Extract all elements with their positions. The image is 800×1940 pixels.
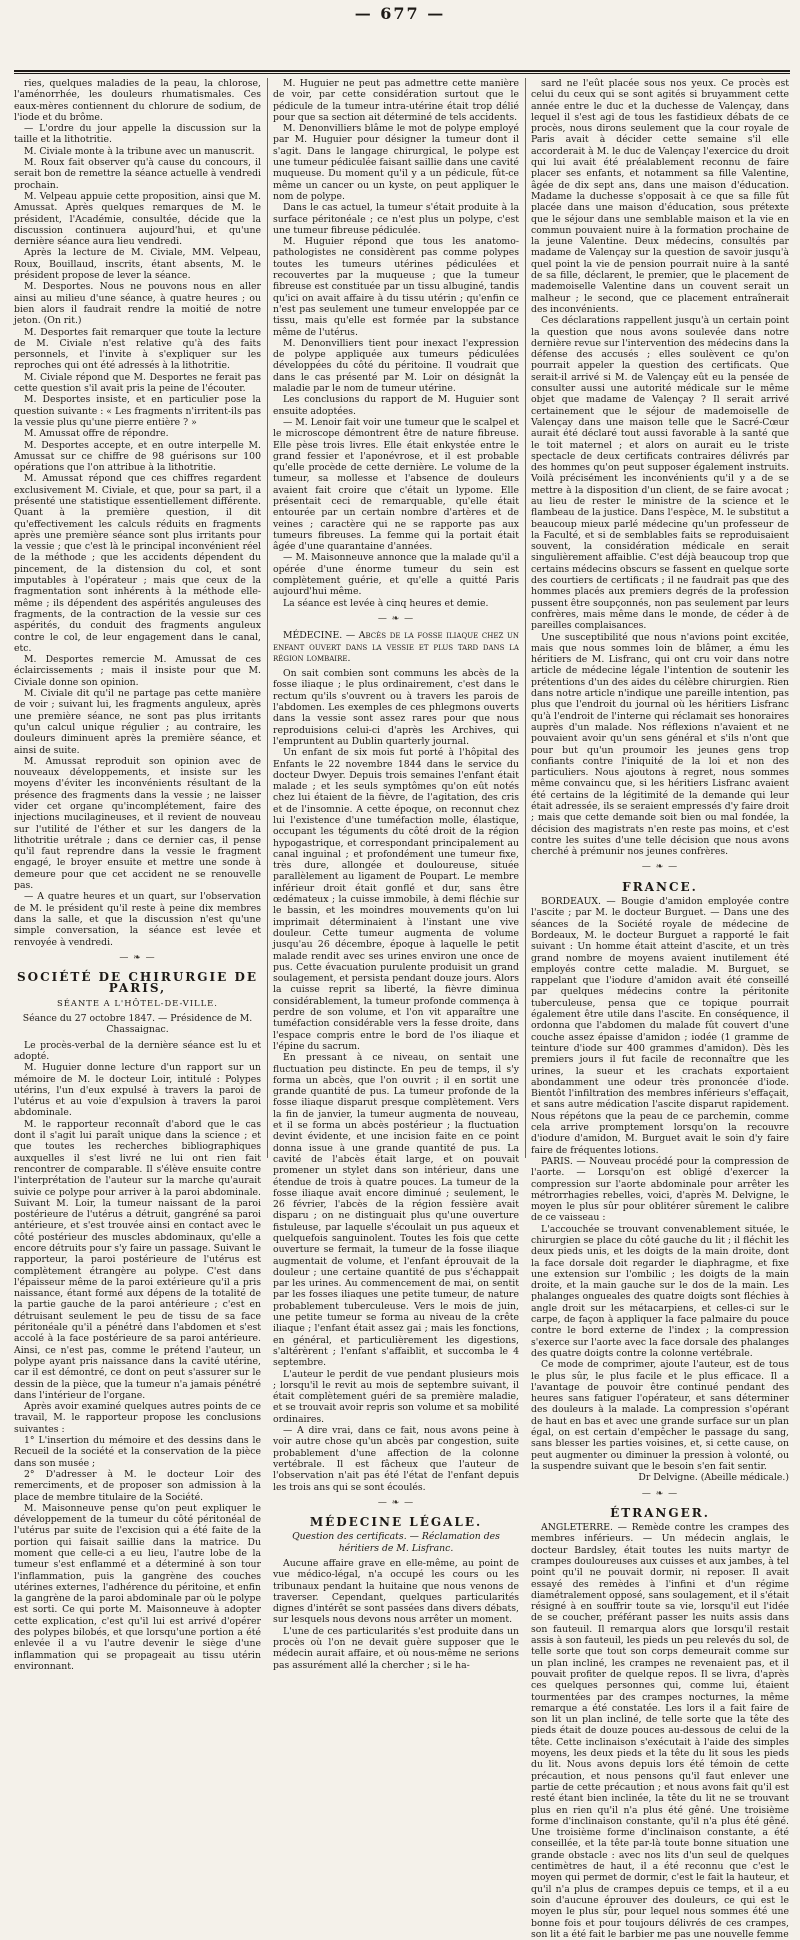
paragraph: M. Huguier ne peut pas admettre cette manière de voir, par cette considération surtout que le pédicule de la tumeur intra-utérine était trop délié pour que sa section ait déterminé de tels accidents. bbox=[273, 78, 519, 123]
ornament-divider: — ❧ — bbox=[377, 1497, 415, 1508]
paragraph: L'auteur le perdit de vue pendant plusieurs mois ; lorsqu'il le revit au mois de septembre suivant, il était complètement guéri de sa première maladie, et se trouvait avoir repris son volume et sa mobilité ordinaires. bbox=[273, 1368, 519, 1425]
paragraph: Une susceptibilité que nous n'avions point excitée, mais que nous sommes loin de blâmer, a ému les héritiers de M. Lisfranc, qui ont cru voir dans notre article de médecine légale l'intention de soutenir les prétentions d'un des aides du célèbre chirurgien. Rien dans notre article n'indique une pareille intention, pas plus que l'endroit du journal où les héritiers Lisfranc qu'à l'endroit de l'interne qui réclamait ses honoraires auprès d'un malade. Nos réflexions n'avaient et ne pouvaient avoir qu'un sens général et s'ils n'ont que pour but qu'un proumoir les jeunes gens trop confiants contre l'iniquité de la loi et non des particuliers. Nous ajoutons à regret, nous sommes même convaincu que, si les héritiers Lisfranc avaient été certains de la légitimité de la demande qui leur était adressée, ils se seraient empressés d'y faire droit ; mais que cette demande soit bien ou mal fondée, la décision des magistrats n'en reste pas moins, et c'est contre les suites d'une telle décision que nous avons cherché à prémunir nos jeunes confrères. bbox=[531, 631, 789, 858]
ornament-divider: — ❧ — bbox=[641, 1488, 679, 1499]
column-divider bbox=[525, 78, 526, 1158]
paragraph: ries, quelques maladies de la peau, la chlorose, l'aménorrhée, les douleurs rhumatismales. Ces eaux-mères contiennent du chlorure de sodium, de l'iode et du brôme. bbox=[14, 78, 261, 123]
header-rule bbox=[14, 70, 790, 72]
paragraph: Après avoir examiné quelques autres points de ce travail, M. le rapporteur propose les conclusions suivantes : bbox=[14, 1401, 261, 1435]
paragraph: — A dire vrai, dans ce fait, nous avons peine à voir autre chose qu'un abcès par congestion, suite probablement d'une affection de la colonne vertébrale. Il est fâcheux que l'auteur de l'observation n'ait pas été l'état de l'enfant depuis les trois ans qui se sont écoulés. bbox=[273, 1425, 519, 1493]
header-rule-thin bbox=[14, 73, 790, 74]
paragraph: La séance est levée à cinq heures et demie. bbox=[283, 597, 489, 609]
article-title: MÉDECINE. — Abcès de la fosse iliaque chez un enfant ouvert dans la vessie et plus tard dans la région lombaire. bbox=[273, 630, 519, 664]
paragraph: M. le rapporteur reconnaît d'abord que le cas dont il s'agit lui paraît unique dans la science ; et que toutes les recherches bibliographiques auxquelles il s'est livré ne lui ont rien fait rencontrer de comparable. Il s'élève ensuite contre l'interprétation de l'auteur sur la marche qu'aurait suivie ce polype pour arriver à la paroi abdominale. Suivant M. Loir, la tumeur naissant de la paroi postérieure de l'utérus a détruit, gangréné sa paroi antérieure, et s'est trouvée ainsi en contact avec le côté postérieur des muscles abdominaux, qu'elle a encore détruits pour s'y faire un passage. Suivant le rapporteur, la paroi postérieure de l'utérus est complètement étrangère au polype. C'est dans l'épaisseur même de la paroi extérieure qu'il a pris naissance, étant formé aux dépens de la totalité de la partie gauche de la paroi antérieure ; c'est en détruisant seulement le peu de tissu de sa face péritonéale qu'il a pénétré dans l'abdomen et s'est accolé à la face postérieure de sa paroi antérieure. Ainsi, ce n'est pas, comme le prétend l'auteur, un polype ayant pris naissance dans la cavité utérine, car il est démontré, ce dont on peut s'assurer sur le dessin de la pièce, que la tumeur n'a jamais pénétré dans l'intérieur de l'organe. bbox=[14, 1118, 261, 1401]
paragraph: PARIS. — Nouveau procédé pour la compression de l'aorte. — Lorsqu'on est obligé d'exercer la compression sur l'aorte abdominale pour arrêter les métrorrhagies rebelles, voici, d'après M. Delvigne, le moyen le plus sûr pour oblitérer sûrement le calibre de ce vaisseau : bbox=[531, 1155, 789, 1224]
paragraph: Dans le cas actuel, la tumeur s'était produite à la surface péritonéale ; ce n'est plus un polype, c'est une tumeur fibreuse pédiculée. bbox=[273, 202, 519, 236]
paragraph: L'une de ces particularités s'est produite dans un procès où l'on ne devait guère supposer que le médecin aurait affaire, et où nous-même ne serions pas assurément allé la chercher ; si le ha- bbox=[273, 1625, 519, 1671]
paragraph: — L'ordre du jour appelle la discussion sur la taille et la lithotritie. bbox=[14, 123, 261, 146]
paragraph: M. Huguier donne lecture d'un rapport sur un mémoire de M. le docteur Loir, intitulé : Polypes utérins, l'un d'eux expulsé à travers la paroi de l'utérus et au voie d'expulsion à travers la paroi abdominale. bbox=[14, 1062, 261, 1119]
paragraph: Un enfant de six mois fut porté à l'hôpital des Enfants le 22 novembre 1844 dans le service du docteur Dwyer. Depuis trois semaines l'enfant était malade ; et les seuls symptômes qu'on eût notés chez lui étaient de la fièvre, de l'agitation, des cris et de l'insomnie. A cette époque, on reconnut chez lui l'existence d'une tuméfaction molle, élastique, occupant les téguments du côté droit de la région hypogastrique, et correspondant principalement au canal inguinal ; et profondément une tumeur fixe, très dure, allongée et douloureuse, située parallèlement au ligament de Poupart. Le membre inférieur droit était gonflé et dur, sans être œdémateux ; la cuisse immobile, à demi fléchie sur le bassin, et les moindres mouvements qu'on lui imprimait déterminaient à l'instant une vive douleur. Cette tumeur augmenta de volume jusqu'au 26 décembre, époque à laquelle le petit malade rendit avec ses urines environ une once de pus. Cette évacuation purulente produisit un grand soulagement, et persista pendant douze jours. Alors la cuisse reprit sa liberté, la fièvre diminua considérablement, la tumeur profonde commença à perdre de son volume, et l'on vit apparaître une tuméfaction considérable vers la fesse droite, dans l'espace compris entre le bord de l'os iliaque et l'épine du sacrum. bbox=[273, 747, 519, 1052]
paragraph: 1° L'insertion du mémoire et des dessins dans le Recueil de la société et la conservation de la pièce dans son musée ; bbox=[14, 1435, 261, 1469]
paragraph: M. Roux fait observer qu'à cause du concours, il serait bon de remettre la séance actuelle à vendredi prochain. bbox=[14, 157, 261, 191]
paragraph: Aucune affaire grave en elle-même, au point de vue médico-légal, n'a occupé les cours ou les tribunaux pendant la huitaine que nous venons de traverser. Cependant, quelques particularités dignes d'intérêt se sont passées dans divers débats, sur lesquels nous devons nous arrêter un moment. bbox=[273, 1558, 519, 1626]
paragraph: M. Velpeau appuie cette proposition, ainsi que M. Amussat. Après quelques remarques de M. le président, l'Académie, consultée, décide que la discussion continuera aujourd'hui, et qu'une dernière séance aura lieu vendredi. bbox=[14, 190, 261, 248]
paragraph: M. Amussat offre de répondre. bbox=[24, 428, 169, 440]
paragraph: M. Huguier répond que tous les anatomo-pathologistes ne considèrent pas comme polypes toutes les tumeurs utérines pédiculées et recouvertes par la muqueuse ; que la tumeur fibreuse est constituée par un tissu albuginé, tandis qu'ici on avait affaire à du tissu utérin ; qu'enfin ce n'est pas seulement une tumeur enveloppée par ce tissu, mais qu'elle est formée par la substance même de l'utérus. bbox=[273, 236, 519, 338]
paragraph: ANGLETERRE. — Remède contre les crampes des membres inférieurs. — Un médecin anglais, le docteur Bardsley, était toutes les nuits martyr de crampes douloureuses aux cuisses et aux jambes, à tel point qu'il ne pouvait dormir, ni reposer. Il avait essayé des remèdes à l'infini et d'un régime diamétralement opposé, sans soulagement, et il s'était résigné à en souffrir toute sa vie, lorsqu'il eut l'idée de se coucher, préférant passer les nuits assis dans son fauteuil. Il remarqua alors que lorsqu'il restait assis à son fauteuil, les pieds un peu relevés du sol, de telle sorte que tout son corps demeurait comme sur un plan incliné, les crampes ne revenaient pas, et il pouvait profiter de quelque repos. Il se livra, d'après ces quelques personnes qui, comme lui, étaient tourmentées par des crampes nocturnes, la même remarque a été constatée. Les lors il a fait faire de son lit un plan incliné, de telle sorte que la tête des pieds était de douze pouces au-dessous de celui de la tête. Cette inclinaison s'exécutait à l'aide des simples moyens, les deux pieds et la tête du lit sous les pieds du lit. Nous avons depuis lors été témoin de cette précaution, et nous pensons qu'il faut enlever une partie de cette précaution ; et nous avons fait qu'il est resté étant bien inclinée, la tête du lit ne se trouvant plus en rien qu'il n'a plus été gêné. Une troisième forme d'inclinaison constante, qu'il n'a plus été gêné. Une troisième forme d'inclinaison constante, a été conseillée, et la tête par-là toute bonne situation une grande obstacle : avec nos lits d'un seul de quelques centimètres de haut, il a été reconnu que c'est le moyen qui permet de dormir, c'est le fait la hauteur, et qu'il n'a plus de crampes depuis ce temps, et il a eu soin d'aucune éprouver des douleurs, ce qui est le moyen le plus sûr, pour lequel nous sommes été une bonne fois et pour toujours délivrés de ces crampes, son lit a été fait le barbier me pas une nouvelle femme bbox=[531, 1522, 789, 1940]
paragraph: M. Amussat reproduit son opinion avec de nouveaux développements, et insiste sur les moyens d'éviter les inconvénients résultant de la présence des fragments dans la vessie ; ne laisser vider cet organe qu'incomplétement, faire des injections mucilagineuses, et il revient de nouveau sur l'utilité de l'éther et sur les dangers de la lithotritie urétrale ; dans ce dernier cas, il pense qu'il faut reprendre dans la vessie le fragment engagé, le broyer ensuite et mettre une sonde à demeure pour que cet accident ne se renouvelle pas. bbox=[14, 755, 261, 892]
paragraph: M. Denonvilliers tient pour inexact l'expression de polype appliquée aux tumeurs pédiculées développées du côté du péritoine. Il voudrait que dans le cas présenté par M. Loir on désignât la maladie par le nom de tumeur utérine. bbox=[273, 337, 519, 395]
paragraph: — M. Maisonneuve annonce que la malade qu'il a opérée d'une énorme tumeur du sein est complètement guérie, et qu'elle a quitté Paris aujourd'hui même. bbox=[273, 552, 519, 598]
paragraph: M. Desportes remercie M. Amussat de ces éclaircissements ; mais il insiste pour que M. Civiale donne son opinion. bbox=[14, 654, 261, 688]
paragraph: M. Desportes fait remarquer que toute la lecture de M. Civiale n'est relative qu'à des faits personnels, et l'invite à s'expliquer sur les reproches qui ont été adressés à la lithotritie. bbox=[14, 326, 261, 372]
paragraph: On sait combien sont communs les abcès de la fosse iliaque ; le plus ordinairement, c'est dans le rectum qu'ils s'ouvrent ou à travers les parois de l'abdomen. Les exemples de ces phlegmons ouverts dans la vessie sont assez rares pour que nous reproduisions celui-ci d'après les Archives, qui l'empruntent au Dublin quarterly journal. bbox=[273, 668, 519, 747]
paragraph: — M. Lenoir fait voir une tumeur que le scalpel et le microscope démontrent être de nature fibreuse. Elle pèse trois livres. Elle était enkystée entre le grand fessier et l'aponévrose, et il est probable qu'elle procède de cette dernière. Le volume de la tumeur, sa mollesse et l'absence de douleurs avaient fait croire que c'était un lypome. Elle présentait ceci de remarquable, qu'elle était entourée par un certain nombre d'artères et de veines ; caractère qui ne se rapporte pas aux tumeurs fibreuses. La femme qui la portait était âgée d'une quarantaine d'années. bbox=[273, 416, 519, 553]
paragraph: M. Maisonneuve pense qu'on peut expliquer le développement de la tumeur du côté péritonéal de l'utérus par suite de l'excision qui a été faite de la portion qui faisait saillie dans la matrice. Du moment que celle-ci a eu lieu, l'autre lobe de la tumeur s'est enflammé et a déterminé à son tour l'inflammation, puis la gangrène des couches utérines externes, l'adhérence du péritoine, et enfin la gangrène de la paroi abdominale par où le polype est sorti. Ce qui porte M. Maisonneuve à adopter cette explication, c'est qu'il lui est arrivé d'opérer des polypes bilobés, et que lorsqu'une portion a été enlevée il a vu l'autre devenir le siège d'une inflammation qui se propageait au tissu utérin environnant. bbox=[14, 1502, 261, 1672]
paragraph: 2° D'adresser à M. le docteur Loir des remerciments, et de proposer son admission à la place de membre titulaire de la Société. bbox=[14, 1468, 261, 1503]
ornament-divider: — ❧ — bbox=[119, 952, 156, 963]
paragraph: Les conclusions du rapport de M. Huguier sont ensuite adoptées. bbox=[273, 394, 519, 417]
column-2 bbox=[273, 78, 519, 1671]
column-divider bbox=[267, 78, 268, 1158]
paragraph: M. Desportes. Nous ne pouvons nous en aller ainsi au milieu d'une séance, à quatre heures ; ou bien alors il faudrait rendre la moitié de notre jeton. (On rit.) bbox=[14, 281, 261, 327]
section-title: MÉDECINE LÉGALE. bbox=[309, 1515, 483, 1530]
section-subtitle: SÉANTE A L'HÔTEL-DE-VILLE. bbox=[57, 997, 218, 1008]
paragraph: M. Civiale monte à la tribune avec un manuscrit. bbox=[24, 145, 255, 157]
paragraph: Le procès-verbal de la dernière séance est lu et adopté. bbox=[14, 1039, 261, 1062]
section-subtitle: Question des certificats. — Réclamation des héritiers de M. Lisfranc. bbox=[292, 1531, 500, 1554]
paragraph: Après la lecture de M. Civiale, MM. Velpeau, Roux, Bouillaud, inscrits, étant absents, M. le président propose de lever la séance. bbox=[14, 247, 261, 282]
column-1 bbox=[14, 78, 261, 1672]
session-line: Séance du 27 octobre 1847. — Présidence de M. Chassaignac. bbox=[22, 1013, 253, 1036]
paragraph: M. Amussat répond que ces chiffres regardent exclusivement M. Civiale, et que, pour sa part, il a présenté une statistique essentiellement différente. Quant à la première question, il dit qu'effectivement les calculs réduits en fragments après une première séance sont plus irritants pour la vessie ; que c'est là le principal inconvénient réel de la méthode ; que les accidents dépendent du pincement, de la distension du col, et sont imputables à l'opérateur ; mais que ceux de la fragmentation sont inhérents à la méthode elle-même ; ils dépendent des aspérités anguleuses des fragments, de la contraction de la vessie sur ces aspérités, du conduit des fragments anguleux contre le col, de leur engagement dans le canal, etc. bbox=[14, 473, 261, 654]
paragraph: M. Civiale dit qu'il ne partage pas cette manière de voir ; suivant lui, les fragments anguleux, après une première séance, ne sont pas plus irritants qu'un calcul unique régulier ; au contraire, les douleurs diminuent après la première séance, et ainsi de suite. bbox=[14, 688, 261, 756]
ornament-divider: — ❧ — bbox=[641, 862, 679, 873]
paragraph: sard ne l'eût placée sous nos yeux. Ce procès est celui du ceux qui se sont agités si bruyamment cette année entre le duc et la duchesse de Valençay, dans lequel il s'est agi de tous les fastidieux débats de ce procès, nous dirons seulement que la cour royale de Paris avait à décider cette semaine s'il elle accorderait à M. le duc de Valençay l'exercice du droit qui lui avait été préalablement reconnu de faire placer ses enfants, et notamment sa fille Valentine, âgée de dix sept ans, dans une maison d'éducation. Madame la duchesse s'opposait à ce que sa fille fût placée dans une maison d'éducation, sous prétexte que le séjour dans une semblable maison et la vie en commun pouvaient nuire à la formation prochaine de la jeune Valentine. Deux médecins, consultés par madame de Valençay sur la question de savoir jusqu'à quel point la vie de pension pourrait nuire à la santé de sa fille, déclarent, le premier, que le placement de mademoiselle Valentine dans un couvent serait un malheur ; le second, que ce placement entraînerait des inconvénients. bbox=[531, 78, 789, 315]
paragraph: L'accouchée se trouvant convenablement située, le chirurgien se place du côté gauche du lit ; il fléchit les deux pieds unis, et les doigts de la main droite, dont la face dorsale doit regarder le diaphragme, et fixe une extension sur l'ombilic ; les doigts de la main droite, et la main gauche sur le dos de la main. Les phalanges ongueales des quatre doigts sont fléchies à angle droit sur les métacarpiens, et celles-ci sur le carpe, de façon à appliquer la face palmaire du pouce contre le bord externe de l'index ; la compression s'exerce sur l'aorte avec la face dorsale des phalanges des quatre doigts contre la colonne vertébrale. bbox=[531, 1223, 789, 1359]
paragraph: Ce mode de comprimer, ajoute l'auteur, est de tous le plus sûr, le plus facile et le plus efficace. Il a l'avantage de pouvoir être continué pendant des heures sans fatiguer l'opérateur, et sans déterminer des douleurs à la malade. La compression s'opérant de haut en bas et avec une grande surface sur un plan égal, on est certain d'empêcher le passage du sang, sans blesser les parties voisines, et, si cette cause, on peut augmenter ou diminuer la pression à volonté, ou la suspendre suivant que le besoin s'en fait sentir. bbox=[531, 1359, 789, 1472]
paragraph: M. Denonvilliers blâme le mot de polype employé par M. Huguier pour désigner la tumeur dont il s'agit. Dans le langage chirurgical, le polype est une tumeur pédiculée faisant saillie dans une cavité muqueuse. Du moment qu'il y a un pédicule, fût-ce même un cancer ou un kyste, on peut appliquer le nom de polype. bbox=[273, 123, 519, 202]
page-number: — 677 — bbox=[354, 4, 446, 23]
signature: Dr Delvigne. (Abeille médicale.) bbox=[638, 1472, 789, 1484]
paragraph: M. Desportes insiste, et en particulier pose la question suivante : « Les fragments n'irritent-ils pas la vessie plus qu'une pierre entière ? » bbox=[14, 394, 261, 428]
ornament-divider: — ❧ — bbox=[377, 613, 415, 624]
section-title: SOCIÉTÉ DE CHIRURGIE DE PARIS, bbox=[16, 970, 259, 996]
section-title: FRANCE. bbox=[622, 879, 698, 894]
paragraph: M. Civiale répond que M. Desportes ne ferait pas cette question s'il avait pris la peine de l'écouter. bbox=[14, 371, 261, 395]
paragraph: Ces déclarations rappellent jusqu'à un certain point la question que nous avons soulevée dans notre dernière revue sur l'intervention des médecins dans la défense des accusés ; elles soulèvent ce qu'on pourrait appeler la question des certificats. Que serait-il arrivé si M. de Valençay eût eu la pensée de consulter aussi une autorité médicale sur le même objet que madame de Valençay ? Il serait arrivé certainement que le séjour de mademoiselle de Valençay dans une maison telle que le Sacré-Cœur aurait été déclaré tout aussi favorable à la santé que le toit maternel ; et alors on aurait eu le triste spectacle de deux certificats contraires délivrés par des hommes qu'on peut supposer également instruits. Voilà précisément les inconvénients qu'il y a de se mettre à la disposition d'un client, de se faire avocat ; au lieu de rester le ministre de la science et le flambeau de la justice. Dans l'espèce, M. le substitut a beaucoup mieux parlé médecine qu'un professeur de la Faculté, et si de semblables faits se reproduisaient souvent, la considération médicale en serait singulièrement affaiblie. C'est déjà beaucoup trop que certains médecins obscurs se fassent en quelque sorte des courtiers de certificats ; il ne faudrait pas que des hommes placés aux premiers degrés de la profession pussent être soupçonnés, non pas seulement par leurs confrères, mais même dans le monde, de céder à de pareilles complaisances. bbox=[531, 315, 789, 632]
paragraph: — A quatre heures et un quart, sur l'observation de M. le président qu'il reste à peine dix membres dans la salle, et que la discussion n'est qu'une simple conversation, la séance est levée et renvoyée à vendredi. bbox=[14, 891, 261, 948]
paragraph: En pressant à ce niveau, on sentait une fluctuation peu distincte. En peu de temps, il s'y forma un abcès, que l'on ouvrit ; il en sortit une grande quantité de pus. La tumeur profonde de la fosse iliaque disparut presque complètement. Vers la fin de janvier, la tumeur augmenta de nouveau, et il se forma un abcès postérieur ; la fluctuation devint évidente, et une incision faite en ce point donna issue à une grande quantité de pus. La cavité de l'abcès était large, et on pouvait promener un stylet dans son intérieur, dans une étendue de trois à quatre pouces. La tumeur de la fosse iliaque avait encore diminué ; seulement, le 26 février, l'abcès de la région fessière avait disparu ; on ne distinguait plus qu'une ouverture fistuleuse, par laquelle s'écoulait un pus aqueux et quelquefois sanguinolent. Toutes les fois que cette ouverture se fermait, la tumeur de la fosse iliaque augmentait de volume, et l'enfant éprouvait de la douleur ; une certaine quantité de pus s'échappait par les urines. Au commencement de mai, on sentit par les fosses iliaques une petite tumeur, de nature probablement tuberculeuse. Vers le mois de juin, une petite tumeur se forma au niveau de la crête iliaque ; l'enfant était assez gai ; mais les fonctions, en général, et particulièrement les digestions, s'altérèrent ; l'enfant s'affaiblit, et succomba le 4 septembre. bbox=[273, 1052, 519, 1369]
column-3 bbox=[531, 78, 789, 1940]
paragraph: BORDEAUX. — Bougie d'amidon employée contre l'ascite ; par M. le docteur Burguet. — Dans une des séances de la Société royale de médecine de Bordeaux, M. le docteur Burguet a rapporté le fait suivant : Un homme était atteint d'ascite, et un très grand nombre de moyens avaient inutilement été employés contre cette maladie. M. Burguet, se rappelant que l'iodure d'amidon avait été conseillé par quelques médecins contre la péritonite tuberculeuse, pensa que ce topique pourrait également être utile dans l'ascite. En conséquence, il ordonna que l'abdomen du malade fût couvert d'une couche assez épaisse d'amidon ; iodée (1 gramme de teinture d'iode sur 400 grammes d'amidon). Dès les premiers jours il fut facile de reconnaître que les urines, la sueur et les crachats exportaient abondamment une odeur très prononcée d'iode. Bientôt l'infiltration des membres inférieurs s'effaçait, et sans autre médication l'ascite disparut rapidement. Nous répétons que la peau de ce parchemin, comme cela arrive promptement lorsqu'on la recouvre d'iodure d'amidon, M. Burguet avait le soin d'y faire faire de fréquentes lotions. bbox=[531, 896, 789, 1156]
section-title: ÉTRANGER. bbox=[610, 1505, 710, 1520]
paragraph: M. Desportes accepte, et en outre interpelle M. Amussat sur ce chiffre de 98 guérisons sur 100 opérations que l'on attribue à la lithotritie. bbox=[14, 439, 261, 474]
